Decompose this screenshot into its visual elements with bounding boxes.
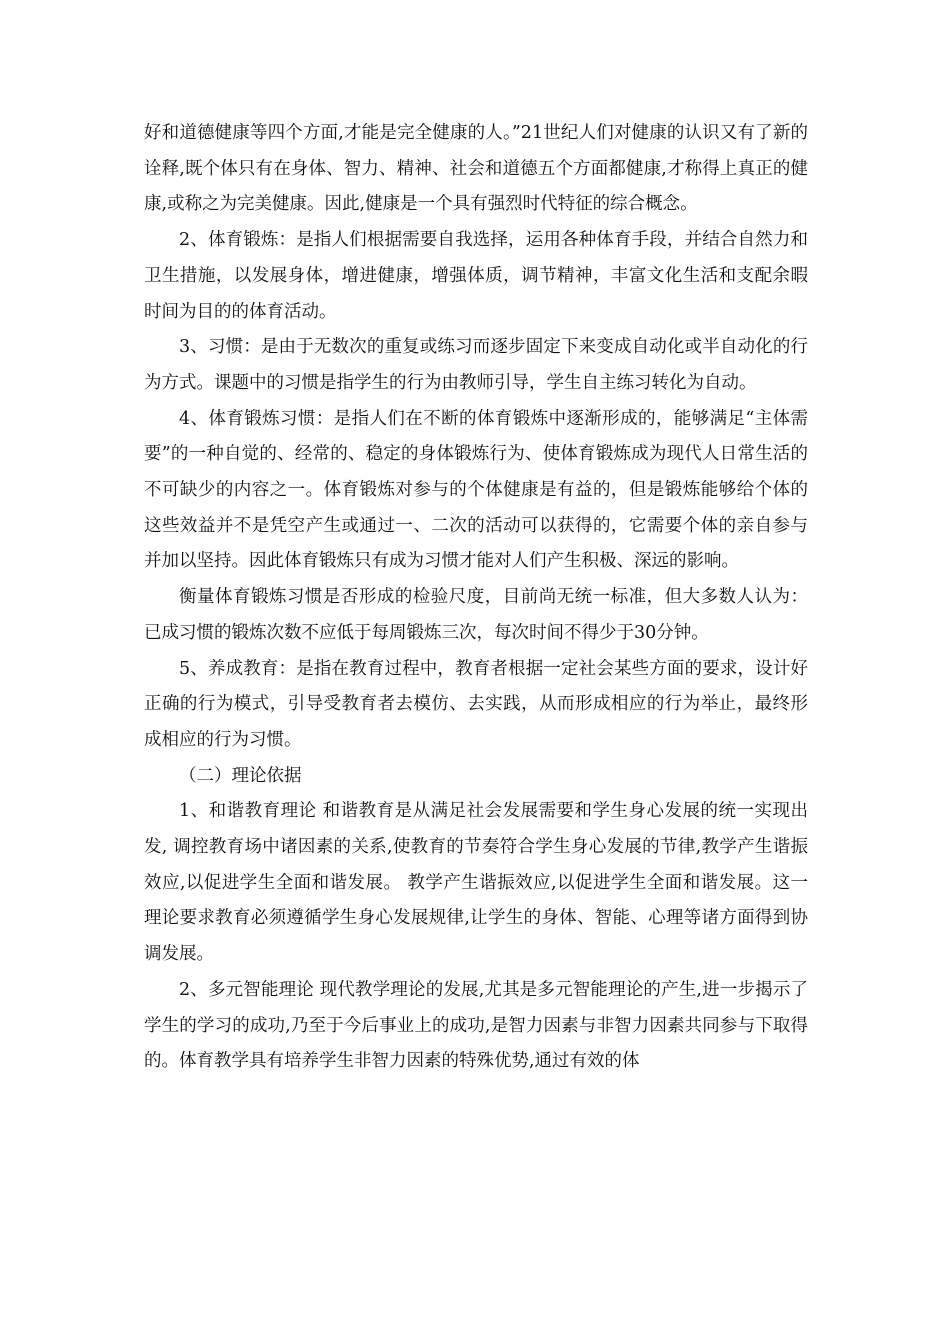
paragraph-definition-exercise-habit: 4、体育锻炼习惯：是指人们在不断的体育锻炼中逐渐形成的，能够满足“主体需要”的一种自觉的、经常的、稳定的身体锻炼行为、使体育锻炼成为现代人日常生活的不可缺少的内容之一。体育锻炼对参与的个体健康是有益的，但是锻炼能够给个体的这些效益并不是凭空产生或通过一、二次的活动可以获得的，它需要个体的亲自参与并加以坚持。因此体育锻炼只有成为习惯才能对人们产生积极、深远的影响。 — [144, 408, 808, 572]
paragraph-habit-criteria: 衡量体育锻炼习惯是否形成的检验尺度，目前尚无统一标准，但大多数人认为：已成习惯的锻炼次数不应低于每周锻炼三次，每次时间不得少于30分钟。 — [144, 587, 808, 643]
section-heading-theoretical-basis: （二）理论依据 — [179, 765, 302, 786]
paragraph-definition-habit: 3、习惯：是由于无数次的重复或练习而逐步固定下来变成自动化或半自动化的行为方式。课题中的习惯是指学生的行为由教师引导，学生自主练习转化为自动。 — [144, 337, 808, 393]
paragraph-harmonious-education-theory: 1、和谐教育理论 和谐教育是从满足社会发展需要和学生身心发展的统一实现出发, 调控教育场中诸因素的关系,使教育的节奏符合学生身心发展的节律,教学产生谐振效应,以促进学生全面和谐发展。 教学产生谐振效应,以促进学生全面和谐发展。这一理论要求教育必须遵循学生身心发展规律,让学生的身体、智能、心理等诸方面得到协调发展。 — [144, 801, 808, 965]
document-body — [144, 116, 808, 1080]
paragraph-multiple-intelligences-theory: 2、多元智能理论 现代教学理论的发展,尤其是多元智能理论的产生,进一步揭示了学生的学习的成功,乃至于今后事业上的成功,是智力因素与非智力因素共同参与下取得的。体育教学具有培养学生非智力因素的特殊优势,通过有效的体 — [144, 979, 808, 1072]
paragraph-definition-cultivation-education: 5、养成教育：是指在教育过程中，教育者根据一定社会某些方面的要求，设计好正确的行为模式，引导受教育者去模仿、去实践，从而形成相应的行为举止，最终形成相应的行为习惯。 — [144, 658, 808, 750]
paragraph-health-concept: 好和道德健康等四个方面,才能是完全健康的人。”21世纪人们对健康的认识又有了新的诠释,既个体只有在身体、智力、精神、社会和道德五个方面都健康,才称得上真正的健康,或称之为完美健康。因此,健康是一个具有强烈时代特征的综合概念。 — [144, 123, 808, 215]
paragraph-definition-exercise: 2、体育锻炼：是指人们根据需要自我选择，运用各种体育手段，并结合自然力和卫生措施，以发展身体，增进健康，增强体质，调节精神，丰富文化生活和支配余暇时间为目的的体育活动。 — [144, 230, 808, 322]
